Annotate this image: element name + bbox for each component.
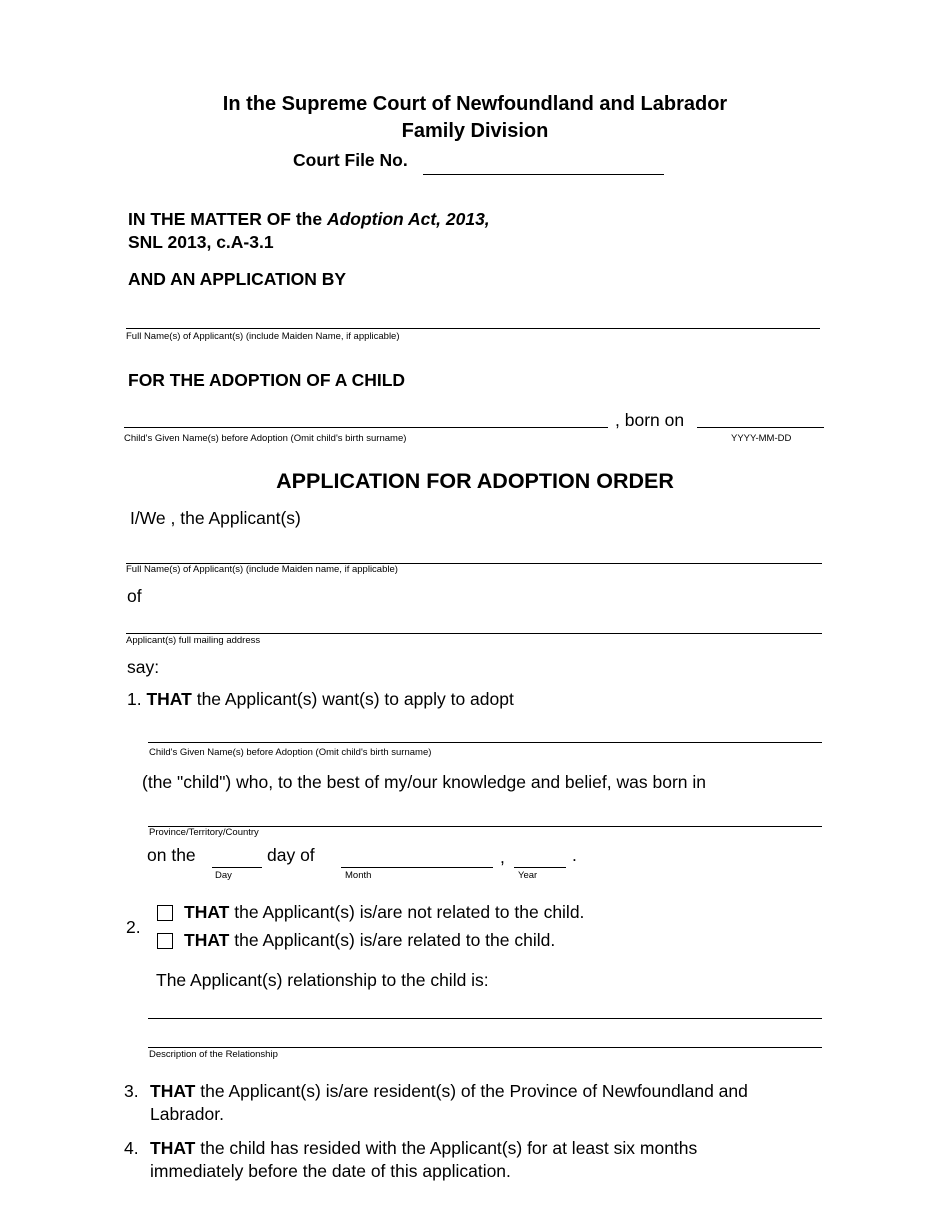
period-label: . — [572, 845, 577, 865]
clause2-number: 2. — [126, 917, 141, 937]
clause4-that: THAT — [150, 1138, 196, 1158]
act-citation: SNL 2013, c.A-3.1 — [128, 232, 274, 252]
clause1-that: THAT — [146, 689, 192, 709]
year-field[interactable] — [514, 867, 566, 868]
applicant-fullname-caption: Full Name(s) of Applicant(s) (include Maiden name, if applicable) — [126, 564, 398, 575]
clause4-line2: immediately before the date of this application. — [150, 1161, 511, 1181]
act-name: Adoption Act, 2013, — [326, 209, 490, 229]
application-by-heading: AND AN APPLICATION BY — [128, 269, 347, 289]
clause4-text: the child has resided with the Applicant(s) for at least six months — [195, 1138, 698, 1158]
relationship-caption: Description of the Relationship — [149, 1049, 278, 1060]
clause3-line1 — [150, 1081, 748, 1102]
not-related-checkbox[interactable] — [157, 905, 173, 921]
relationship-field-line1[interactable] — [148, 1018, 822, 1019]
month-caption: Month — [345, 870, 372, 881]
child-name-field[interactable] — [124, 427, 608, 428]
adopt-child-name-caption: Child's Given Name(s) before Adoption (Omit child's birth surname) — [149, 747, 432, 758]
on-the-label: on the — [147, 845, 196, 865]
matter-of-line — [128, 209, 490, 230]
court-name: In the Supreme Court of Newfoundland and Labrador — [222, 93, 728, 115]
applicant-name-caption: Full Name(s) of Applicant(s) (include Maiden Name, if applicable) — [126, 331, 400, 342]
day-of-label: day of — [267, 845, 315, 865]
option2-text: the Applicant(s) is/are related to the child. — [229, 930, 556, 950]
of-label: of — [127, 586, 142, 606]
mailing-address-field[interactable] — [126, 633, 822, 634]
relationship-field-line2[interactable] — [148, 1047, 822, 1048]
applicant-intro: I/We , the Applicant(s) — [130, 508, 301, 528]
clause3-text: the Applicant(s) is/are resident(s) of the Province of Newfoundland and — [195, 1081, 748, 1101]
year-caption: Year — [518, 870, 538, 881]
born-on-label: , born on — [615, 410, 685, 430]
option1-text: the Applicant(s) is/are not related to the child. — [229, 902, 585, 922]
option2-that: THAT — [184, 930, 230, 950]
clause1-number: 1. — [127, 689, 142, 709]
mailing-address-caption: Applicant(s) full mailing address — [126, 635, 261, 646]
adopt-child-name-field[interactable] — [148, 742, 822, 743]
province-caption: Province/Territory/Country — [149, 827, 259, 838]
born-in-text: (the "child") who, to the best of my/our knowledge and belief, was born in — [142, 772, 706, 792]
application-title: APPLICATION FOR ADOPTION ORDER — [276, 469, 674, 493]
adoption-of-heading: FOR THE ADOPTION OF A CHILD — [128, 370, 406, 390]
clause4-number: 4. — [124, 1138, 139, 1158]
clause1-line — [127, 689, 514, 710]
month-field[interactable] — [341, 867, 493, 868]
option1-that: THAT — [184, 902, 230, 922]
related-checkbox[interactable] — [157, 933, 173, 949]
clause1-text: the Applicant(s) want(s) to apply to adopt — [191, 689, 514, 709]
court-file-label: Court File No. — [293, 150, 408, 170]
applicant-name-field[interactable] — [126, 328, 820, 329]
related-option — [184, 930, 555, 951]
day-caption: Day — [215, 870, 232, 881]
clause4-line1 — [150, 1138, 697, 1159]
clause3-number: 3. — [124, 1081, 139, 1101]
division-name: Family Division — [401, 120, 549, 142]
birth-date-caption: YYYY-MM-DD — [731, 433, 792, 444]
say-label: say: — [127, 657, 160, 677]
child-name-caption: Child's Given Name(s) before Adoption (Omit child's birth surname) — [124, 433, 407, 444]
matter-prefix: IN THE MATTER OF the — [128, 209, 327, 229]
court-file-number-field[interactable] — [423, 174, 664, 175]
day-field[interactable] — [212, 867, 262, 868]
clause3-line2: Labrador. — [150, 1104, 224, 1124]
clause3-that: THAT — [150, 1081, 196, 1101]
comma-label: , — [500, 847, 505, 867]
birth-date-field[interactable] — [697, 427, 824, 428]
not-related-option — [184, 902, 584, 923]
relationship-label: The Applicant(s) relationship to the child is: — [156, 970, 489, 990]
